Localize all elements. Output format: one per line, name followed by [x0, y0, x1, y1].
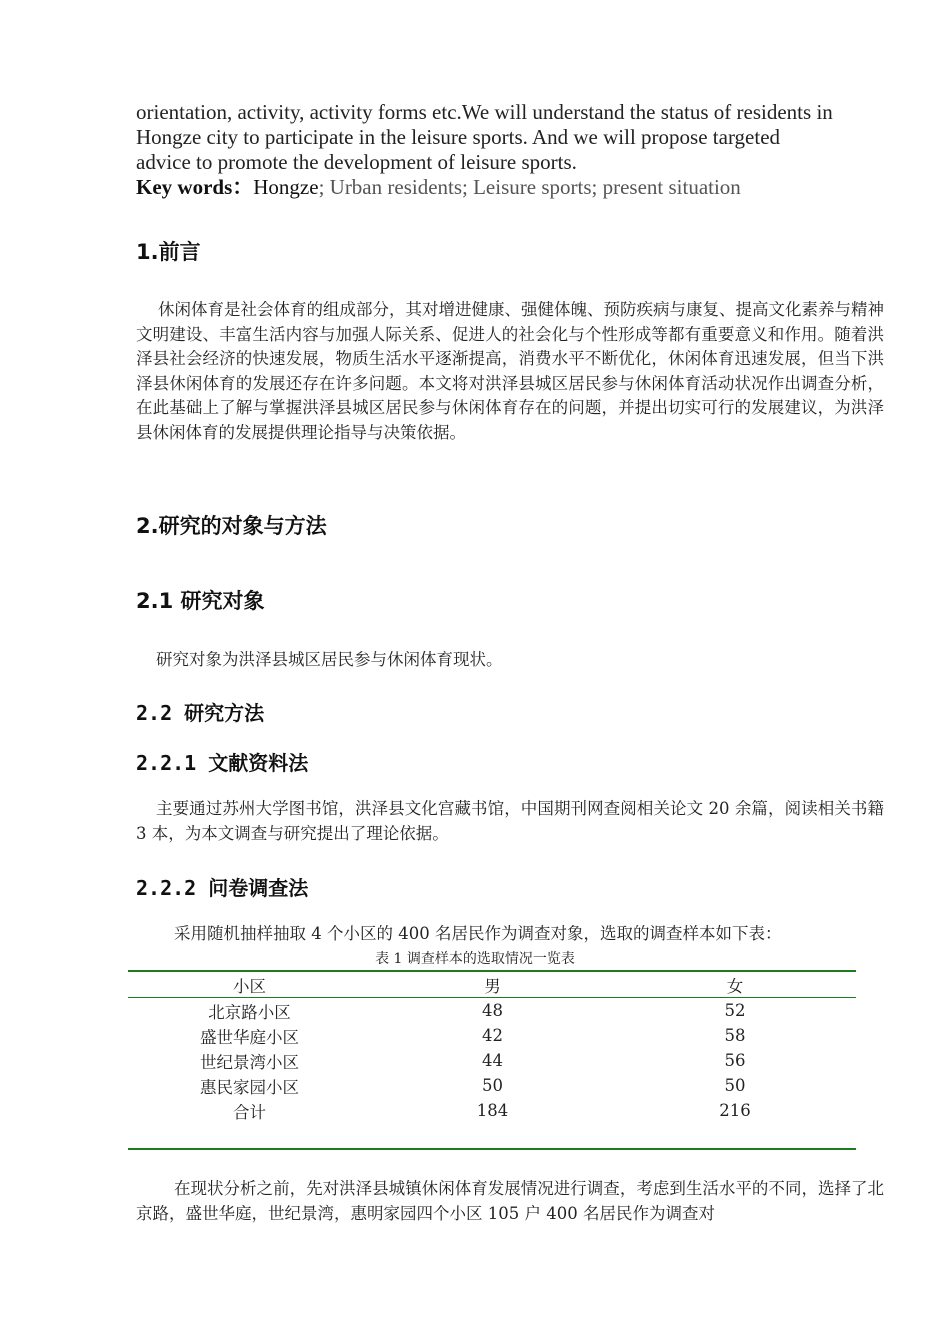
cell-community: 世纪景湾小区 [200, 1052, 299, 1072]
keywords-rest: ; Urban residents; Leisure sports; present situation [318, 175, 741, 199]
cell-female: 216 [719, 1101, 751, 1120]
section-2-1-heading: 2.1 研究对象 [136, 589, 265, 613]
cell-female: 56 [724, 1051, 746, 1070]
survey-sample-table [128, 970, 856, 1123]
cell-female: 52 [724, 1001, 746, 1020]
cell-female: 50 [724, 1076, 746, 1095]
after-table-paragraph: 在现状分析之前，先对洪泽县城镇休闲体育发展情况进行调查，考虑到生活水平的不同，选择了北京路，盛世华庭，世纪景湾，惠明家园四个小区 105 户 400 名居民作为调查对 [136, 1179, 884, 1223]
table-row [128, 1048, 856, 1073]
section-2-2-1-heading: 2.2.1 文献资料法 [136, 751, 309, 775]
cell-male: 42 [482, 1026, 503, 1045]
section-2-1-paragraph: 研究对象为洪泽县城区居民参与休闲体育现状。 [156, 650, 503, 669]
table-total-row [128, 1098, 856, 1123]
cell-male: 48 [482, 1001, 503, 1020]
section-1-paragraph: 休闲体育是社会体育的组成部分，其对增进健康、强健体魄、预防疾病与康复、提高文化素养与精神文明建设、丰富生活内容与加强人际关系、促进人的社会化与个性形成等都有重要意义和作用。随着洪泽县社会经济的快速发展，物质生活水平逐渐提高，消费水平不断优化，休闲体育迅速发展，但当下洪泽县休闲体育的发展还存在许多问题。本文将对洪泽县城区居民参与休闲体育活动状况作出调查分析，在此基础上了解与掌握洪泽县城区居民参与休闲体育存在的问题，并提出切实可行的发展建议，为洪泽县休闲体育的发展提供理论指导与决策依据。 [136, 300, 884, 442]
section-1-heading: 1.前言 [136, 240, 201, 264]
abstract-line-1: orientation, activity, activity forms etc.We will understand the status of residents in [136, 100, 833, 124]
table-bottom-rule [128, 1148, 856, 1150]
section-2-2-heading: 2.2 研究方法 [136, 701, 265, 725]
cell-male: 50 [482, 1076, 503, 1095]
table-row [128, 1023, 856, 1048]
section-2-2-2-heading: 2.2.2 问卷调查法 [136, 876, 309, 900]
cell-community: 北京路小区 [208, 1002, 291, 1022]
abstract-line-2: Hongze city to participate in the leisure sports. And we will propose targeted [136, 125, 781, 149]
cell-male: 44 [482, 1051, 503, 1070]
cell-male: 184 [476, 1101, 509, 1120]
section-2-heading: 2.研究的对象与方法 [136, 514, 327, 538]
table-row [128, 1073, 856, 1098]
cell-community: 惠民家园小区 [200, 1077, 299, 1097]
section-2-2-2-paragraph: 采用随机抽样抽取 4 个小区的 400 名居民作为调查对象，选取的调查样本如下表： [174, 924, 782, 943]
cell-community: 盛世华庭小区 [200, 1027, 299, 1047]
cell-female: 58 [724, 1026, 746, 1045]
cell-community: 合计 [233, 1102, 266, 1122]
section-2-2-1-paragraph: 主要通过苏州大学图书馆，洪泽县文化宫藏书馆，中国期刊网查阅相关论文 20 余篇，阅读相关书籍 3 本，为本文调查与研究提出了理论依据。 [136, 799, 884, 843]
header-female: 女 [726, 976, 744, 996]
abstract-line-3: advice to promote the development of leisure sports. [136, 150, 577, 174]
header-male: 男 [484, 976, 501, 996]
table-header-row [128, 971, 856, 998]
table-row [128, 998, 856, 1024]
keywords-label: Key words： [136, 175, 254, 199]
table-caption: 表 1 调查样本的选取情况一览表 [375, 951, 575, 967]
keywords-first: Hongze [253, 175, 319, 199]
keywords-line [136, 175, 896, 200]
header-community: 小区 [233, 976, 266, 996]
